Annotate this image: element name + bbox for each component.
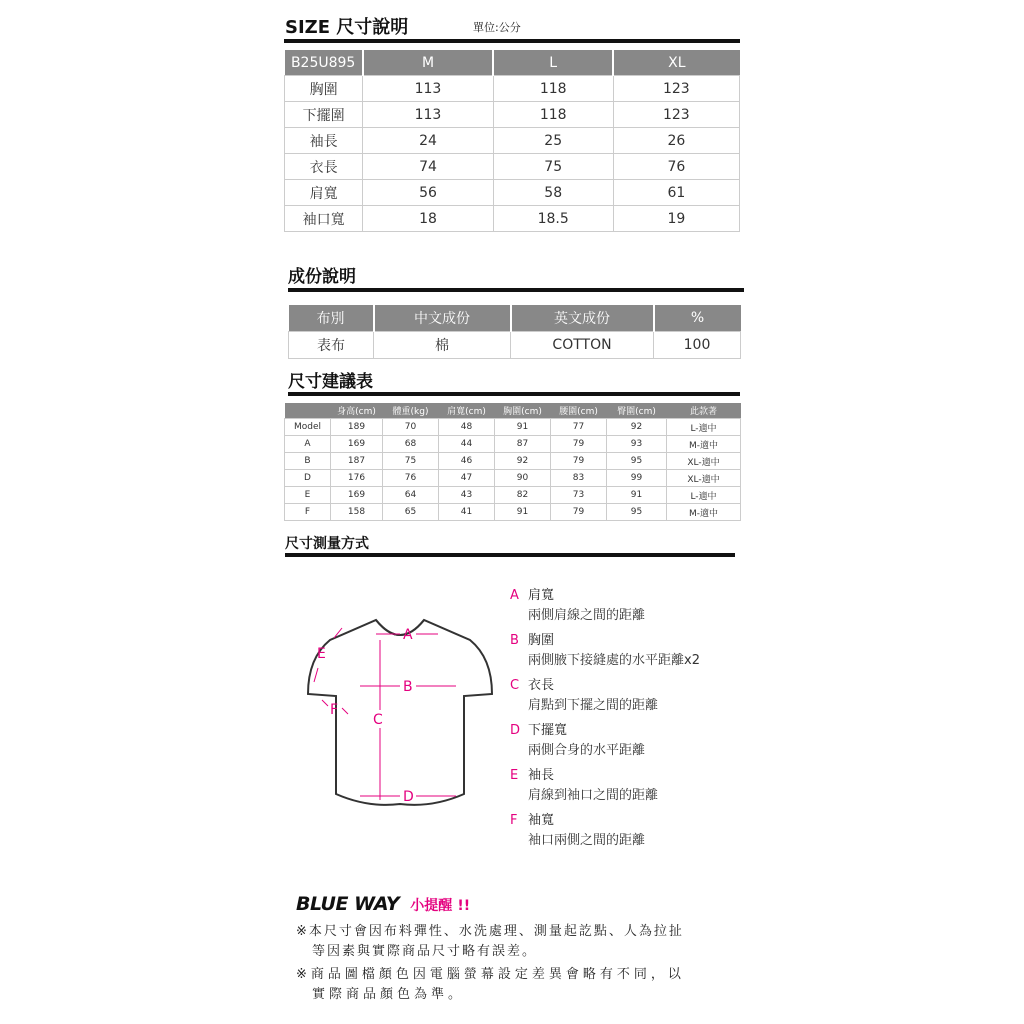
reminder-note-2-line-2: 實際商品顏色為準。 [312, 987, 466, 1002]
composition-cell: 棉 [374, 332, 511, 359]
suggestion-cell: M-適中 [667, 504, 741, 521]
size-table-row [285, 76, 740, 102]
suggestion-section-title: 尺寸建議表 [288, 372, 373, 392]
size-table-header [285, 50, 740, 76]
size-cell: 56 [363, 180, 493, 206]
size-cell: 袖長 [285, 128, 363, 154]
suggestion-table-row [285, 453, 741, 470]
unit-label: 單位:公分 [473, 21, 521, 34]
suggestion-cell: 79 [551, 453, 607, 470]
composition-header-cell: 英文成份 [511, 305, 654, 332]
suggestion-section-rule [288, 392, 740, 396]
size-cell: 118 [493, 102, 613, 128]
suggestion-cell: XL-適中 [667, 453, 741, 470]
measure-name: 袖長 [528, 768, 555, 783]
size-header-cell: L [493, 50, 613, 76]
measure-item-head [510, 584, 750, 603]
suggestion-cell: 83 [551, 470, 607, 487]
suggestion-cell: 93 [607, 436, 667, 453]
measure-section-title: 尺寸測量方式 [285, 536, 369, 552]
suggestion-cell: 92 [495, 453, 551, 470]
composition-table [288, 305, 741, 359]
suggestion-cell: 91 [495, 419, 551, 436]
suggestion-cell: L-適中 [667, 487, 741, 504]
measure-letter: D [510, 723, 521, 738]
suggestion-cell: 75 [383, 453, 439, 470]
composition-table-header [289, 305, 741, 332]
suggestion-cell: 47 [439, 470, 495, 487]
measure-item [510, 584, 750, 629]
size-cell: 26 [613, 128, 739, 154]
suggestion-cell: M-適中 [667, 436, 741, 453]
suggestion-table-header [285, 403, 741, 419]
suggestion-table [284, 403, 741, 521]
measure-item [510, 809, 750, 854]
suggestion-cell: D [285, 470, 331, 487]
measure-item-head [510, 719, 750, 738]
measure-item-head [510, 629, 750, 648]
suggestion-cell: 91 [495, 504, 551, 521]
size-cell: 58 [493, 180, 613, 206]
suggestion-cell: 91 [607, 487, 667, 504]
measure-name: 袖寬 [528, 813, 555, 828]
measure-letter: F [510, 813, 518, 828]
suggestion-cell: 46 [439, 453, 495, 470]
brand-name: BLUE WAY [296, 893, 400, 915]
suggestion-cell: 76 [383, 470, 439, 487]
composition-cell: 100 [654, 332, 741, 359]
size-cell: 下擺圍 [285, 102, 363, 128]
composition-header-cell: 布別 [289, 305, 374, 332]
suggestion-cell: 48 [439, 419, 495, 436]
measure-item [510, 719, 750, 764]
suggestion-cell: A [285, 436, 331, 453]
suggestion-header-cell: 體重(kg) [383, 403, 439, 419]
reminder-note-1 [296, 922, 736, 962]
size-cell: 袖口寬 [285, 206, 363, 232]
measure-item [510, 629, 750, 674]
measure-desc: 兩側肩線之間的距離 [528, 608, 646, 623]
measure-name: 衣長 [528, 678, 555, 693]
measure-desc: 兩側腋下接縫處的水平距離x2 [528, 653, 700, 668]
size-cell: 24 [363, 128, 493, 154]
suggestion-cell: F [285, 504, 331, 521]
suggestion-cell: E [285, 487, 331, 504]
diagram-label-f: F [330, 702, 339, 718]
diagram-label-b: B [403, 679, 413, 695]
suggestion-header-cell: 臀圍(cm) [607, 403, 667, 419]
composition-section-title: 成份說明 [288, 267, 356, 287]
suggestion-cell: L-適中 [667, 419, 741, 436]
measure-name: 胸圍 [528, 633, 555, 648]
suggestion-table-row [285, 470, 741, 487]
measure-item [510, 674, 750, 719]
measure-item-head [510, 764, 750, 783]
measure-desc: 肩線到袖口之間的距離 [528, 788, 659, 803]
size-cell: 75 [493, 154, 613, 180]
size-cell: 74 [363, 154, 493, 180]
suggestion-table-row [285, 504, 741, 521]
suggestion-cell: XL-適中 [667, 470, 741, 487]
suggestion-cell: 169 [331, 436, 383, 453]
reminder-note-2 [296, 965, 736, 1005]
size-cell: 123 [613, 76, 739, 102]
suggestion-cell: 43 [439, 487, 495, 504]
suggestion-header-cell [285, 403, 331, 419]
measure-item-head [510, 674, 750, 693]
suggestion-header-cell: 腰圍(cm) [551, 403, 607, 419]
suggestion-cell: 65 [383, 504, 439, 521]
diagram-label-d: D [403, 789, 414, 805]
suggestion-cell: 79 [551, 436, 607, 453]
measure-desc: 袖口兩側之間的距離 [528, 833, 646, 848]
reminder-note-1-line-2: 等因素與實際商品尺寸略有誤差。 [312, 944, 538, 959]
size-section-title: SIZE 尺寸說明 [285, 17, 409, 38]
reminder-exclaim: !! [457, 898, 471, 914]
measure-letter: E [510, 768, 519, 783]
composition-cell: COTTON [511, 332, 654, 359]
suggestion-cell: 90 [495, 470, 551, 487]
suggestion-cell: 70 [383, 419, 439, 436]
measure-letter: A [510, 588, 519, 603]
size-cell: 肩寬 [285, 180, 363, 206]
size-cell: 胸圍 [285, 76, 363, 102]
measure-item-head [510, 809, 750, 828]
size-cell: 76 [613, 154, 739, 180]
measure-desc: 肩點到下擺之間的距離 [528, 698, 659, 713]
size-header-cell: XL [613, 50, 739, 76]
size-cell: 113 [363, 76, 493, 102]
size-cell: 113 [363, 102, 493, 128]
suggestion-header-cell: 胸圍(cm) [495, 403, 551, 419]
suggestion-cell: Model [285, 419, 331, 436]
size-cell: 61 [613, 180, 739, 206]
suggestion-cell: 87 [495, 436, 551, 453]
measure-name: 肩寬 [528, 588, 555, 603]
suggestion-cell: 189 [331, 419, 383, 436]
size-table-row [285, 128, 740, 154]
composition-section-rule [288, 288, 744, 292]
suggestion-cell: 73 [551, 487, 607, 504]
suggestion-cell: 64 [383, 487, 439, 504]
suggestion-cell: 187 [331, 453, 383, 470]
suggestion-cell: 158 [331, 504, 383, 521]
composition-cell: 表布 [289, 332, 374, 359]
measure-section-rule [285, 553, 735, 557]
suggestion-cell: 95 [607, 504, 667, 521]
size-cell: 25 [493, 128, 613, 154]
size-cell: 18 [363, 206, 493, 232]
size-section-rule [284, 39, 740, 43]
measure-name: 下擺寬 [528, 723, 568, 738]
diagram-label-a: A [403, 627, 413, 643]
suggestion-cell: 41 [439, 504, 495, 521]
reminder-note-1-line-1: ※本尺寸會因布料彈性、水洗處理、測量起訖點、人為拉扯 [296, 924, 684, 939]
suggestion-cell: 79 [551, 504, 607, 521]
size-header-cell: B25U895 [285, 50, 363, 76]
suggestion-cell: 92 [607, 419, 667, 436]
size-cell: 18.5 [493, 206, 613, 232]
diagram-label-c: C [373, 712, 383, 728]
suggestion-cell: 95 [607, 453, 667, 470]
suggestion-cell: 44 [439, 436, 495, 453]
diagram-label-e: E [317, 646, 326, 662]
suggestion-cell: 176 [331, 470, 383, 487]
reminder-heading [296, 893, 470, 915]
size-cell: 19 [613, 206, 739, 232]
suggestion-header-cell: 肩寬(cm) [439, 403, 495, 419]
size-header-cell: M [363, 50, 493, 76]
suggestion-table-row [285, 436, 741, 453]
composition-header-cell: % [654, 305, 741, 332]
suggestion-header-cell: 此款著 [667, 403, 741, 419]
suggestion-cell: 82 [495, 487, 551, 504]
size-cell: 123 [613, 102, 739, 128]
size-cell: 118 [493, 76, 613, 102]
suggestion-header-cell: 身高(cm) [331, 403, 383, 419]
measure-item [510, 764, 750, 809]
suggestion-cell: 169 [331, 487, 383, 504]
tshirt-diagram [300, 610, 500, 810]
suggestion-cell: 68 [383, 436, 439, 453]
suggestion-cell: B [285, 453, 331, 470]
reminder-note-2-line-1: ※商品圖檔顏色因電腦螢幕設定差異會略有不同，以 [296, 967, 685, 982]
size-table [284, 50, 740, 232]
suggestion-cell: 77 [551, 419, 607, 436]
composition-table-row [289, 332, 741, 359]
measure-letter: B [510, 633, 519, 648]
composition-header-cell: 中文成份 [374, 305, 511, 332]
size-table-row [285, 154, 740, 180]
suggestion-table-row [285, 419, 741, 436]
measure-legend [510, 584, 750, 854]
size-cell: 衣長 [285, 154, 363, 180]
measure-letter: C [510, 678, 520, 693]
size-table-row [285, 102, 740, 128]
size-table-row [285, 180, 740, 206]
suggestion-table-row [285, 487, 741, 504]
reminder-label: 小提醒 [410, 898, 453, 914]
suggestion-cell: 99 [607, 470, 667, 487]
measure-desc: 兩側合身的水平距離 [528, 743, 646, 758]
size-table-row [285, 206, 740, 232]
